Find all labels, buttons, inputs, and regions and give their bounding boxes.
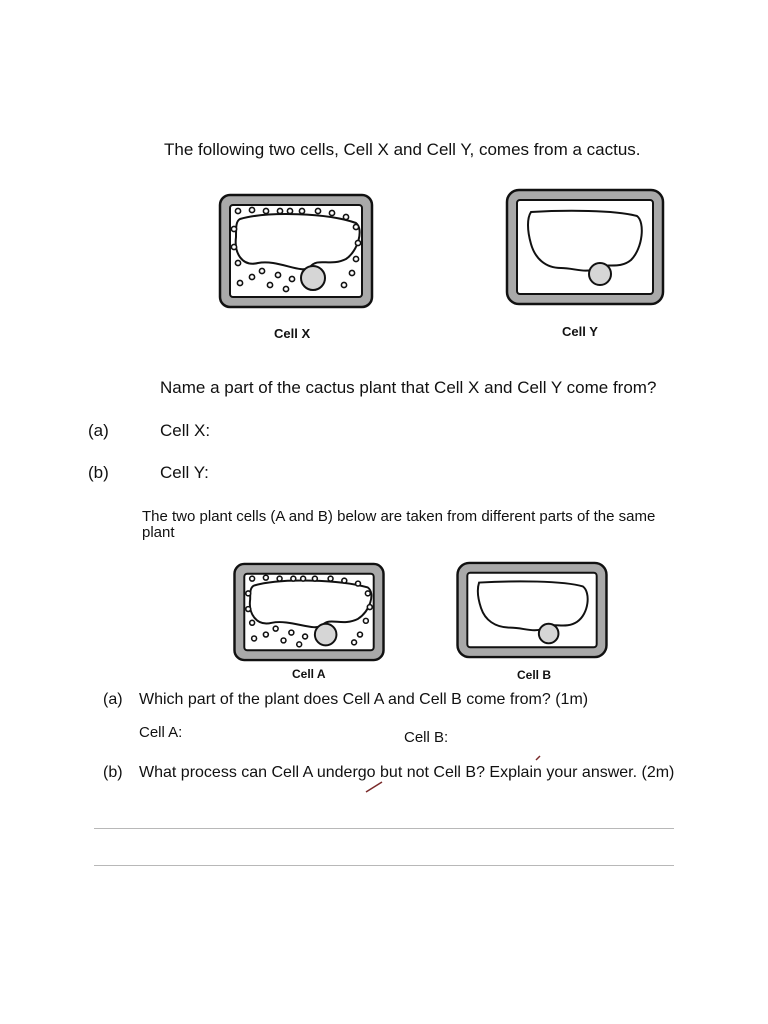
section2-intro-line1: The two plant cells (A and B) below are taken from different parts of the same: [142, 508, 656, 525]
section1-question: Name a part of the cactus plant that Cell X and Cell Y come from?: [160, 378, 657, 397]
section1-part-b-text: Cell Y:: [160, 463, 209, 482]
cell-x-diagram: [218, 193, 374, 309]
section2-part-b-question: What process can Cell A undergo but not Cell B? Explain your answer. (2m): [139, 764, 675, 781]
cell-y-caption: Cell Y: [562, 324, 598, 339]
cell-a-diagram: [232, 562, 386, 662]
answer-line-2[interactable]: [94, 865, 674, 866]
cell-a-caption: Cell A: [292, 667, 326, 681]
section1-part-b-label: (b): [88, 463, 109, 482]
section2-part-a-label: (a): [103, 691, 123, 708]
answer-line-1[interactable]: [94, 828, 674, 829]
section1-part-a-text: Cell X:: [160, 421, 211, 440]
cell-y-diagram: [505, 188, 665, 306]
section2-intro-line2: plant: [142, 524, 175, 541]
cell-a-answer-label: Cell A:: [139, 724, 183, 741]
pen-marks: [360, 752, 560, 802]
section2-part-b-label: (b): [103, 764, 123, 781]
cell-x-caption: Cell X: [274, 326, 311, 341]
cell-b-diagram: [455, 561, 609, 659]
cell-b-answer-label: Cell B:: [404, 729, 449, 746]
section1-intro: The following two cells, Cell X and Cell Y, comes from a cactus.: [164, 140, 641, 159]
section1-part-a-label: (a): [88, 421, 109, 440]
section2-part-a-question: Which part of the plant does Cell A and Cell B come from? (1m): [139, 691, 589, 708]
cell-b-caption: Cell B: [517, 668, 552, 682]
